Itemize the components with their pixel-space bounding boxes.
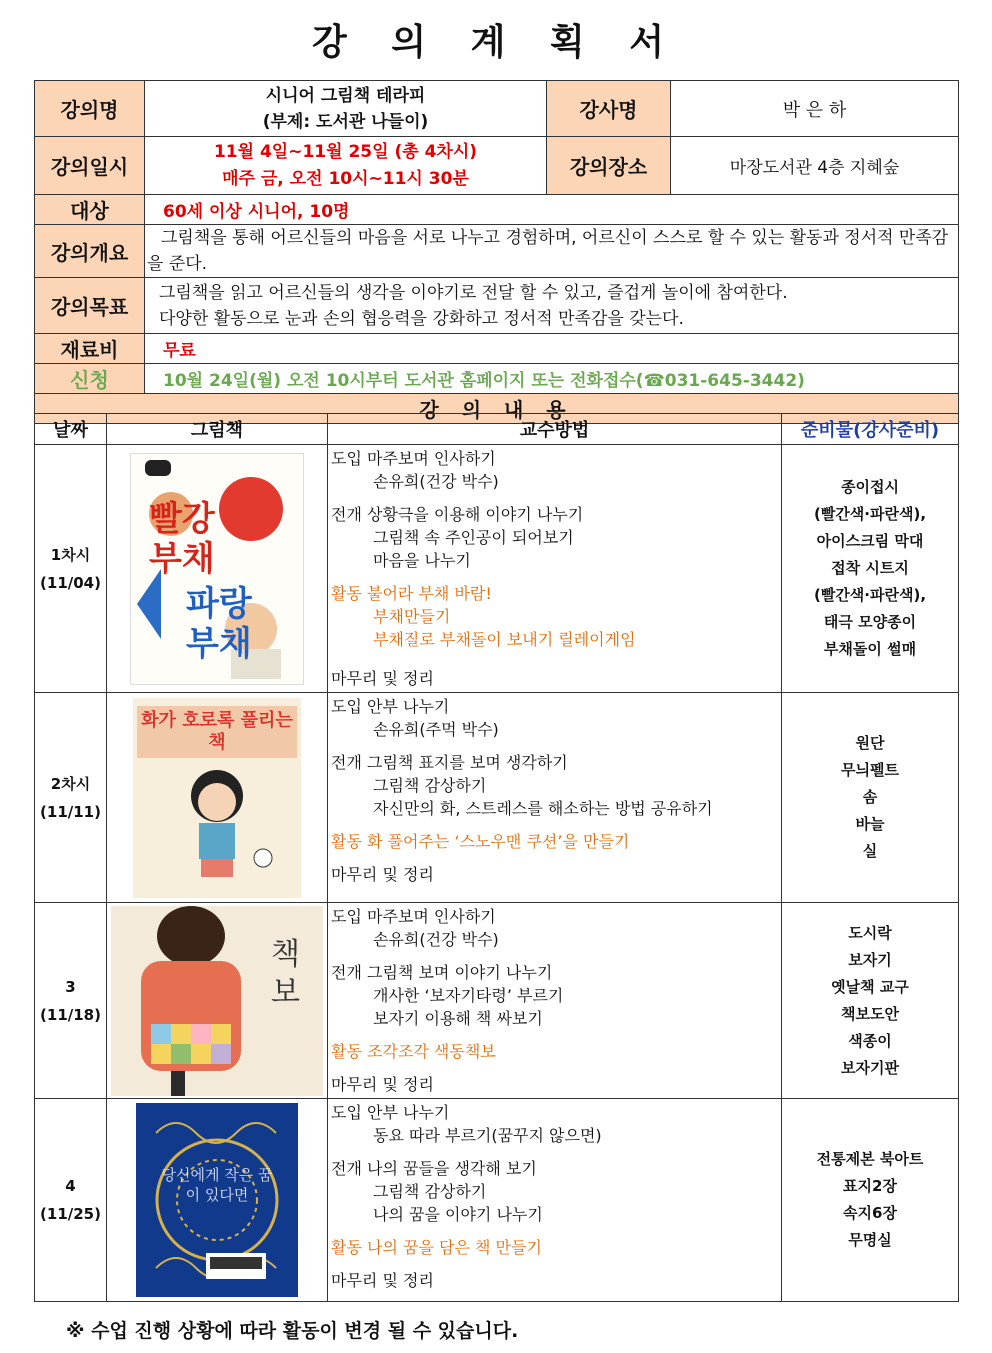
- col-header-date: 날짜: [35, 414, 107, 445]
- material-item: 무명실: [848, 1231, 892, 1249]
- material-item: 원단: [855, 734, 885, 752]
- book-title-red: 빨강 부채: [149, 498, 215, 579]
- book-cover-4: [136, 1103, 298, 1297]
- material-item: 태극 모양종이: [823, 613, 917, 631]
- target-value: 60세 이상 시니어, 10명: [145, 195, 959, 225]
- content-table: [34, 413, 959, 1302]
- materials-cell: [782, 903, 959, 1099]
- session-number: 3: [65, 977, 76, 996]
- intro-detail: 손유희(건강 박수): [373, 472, 499, 491]
- session-date: [35, 903, 107, 1099]
- intro-detail: 손유희(주먹 박수): [373, 720, 499, 739]
- overview-text: 그림책을 통해 어르신들의 마음을 서로 나누고 경험하며, 어르신이 스스로 할 수 있는 활동과 정서적 만족감을 준다.: [145, 225, 959, 278]
- session-day: (11/11): [40, 802, 101, 821]
- session-date: [35, 693, 107, 903]
- material-item: 아이스크림 막대: [816, 532, 924, 550]
- activity-line: 활동 화 풀어주는 ‘스노우맨 쿠션’을 만들기: [331, 832, 630, 851]
- closing-line: 마무리 및 정리: [331, 1075, 434, 1094]
- method-cell: [328, 903, 782, 1099]
- book-title: 당신에게 작은 꿈이 있다면: [161, 1166, 273, 1204]
- material-item: 전통제본 북아트: [816, 1150, 924, 1168]
- intro-detail: 동요 따라 부르기(꿈꾸지 않으면): [373, 1126, 602, 1145]
- instructor-label: 강사명: [547, 81, 671, 137]
- material-item: 무늬펠트: [841, 761, 899, 779]
- material-item: 보자기: [848, 950, 892, 969]
- material-item: 부채돌이 썰매: [823, 640, 917, 658]
- book-cover-1: [130, 453, 304, 685]
- material-item: (빨간색·파란색),: [813, 505, 927, 523]
- development-line: 전개 그림책 보며 이야기 나누기: [331, 963, 553, 982]
- materials-cell: [782, 445, 959, 693]
- activity-line: 활동 불어라 부채 바람!: [331, 584, 492, 603]
- method-cell: [328, 1099, 782, 1302]
- apply-label: 신청: [35, 364, 145, 394]
- development-detail: 그림책 감상하기: [373, 776, 487, 795]
- footnote: ※ 수업 진행 상황에 따라 활동이 변경 될 수 있습니다.: [66, 1320, 519, 1342]
- development-line: 전개 나의 꿈들을 생각해 보기: [331, 1159, 537, 1178]
- material-item: 바늘: [855, 815, 885, 833]
- book-cover-2: [133, 698, 301, 898]
- session-date: [35, 1099, 107, 1302]
- fee-label: 재료비: [35, 334, 145, 364]
- session-day: (11/25): [40, 1205, 101, 1223]
- book-cell: [107, 1099, 328, 1302]
- development-line: 전개 그림책 표지를 보며 생각하기: [331, 753, 568, 772]
- material-item: (빨간색·파란색),: [813, 586, 927, 604]
- method-cell: [328, 445, 782, 693]
- material-item: 접착 시트지: [831, 559, 909, 577]
- book-title-blue: 파랑 부채: [186, 583, 252, 664]
- method-cell: [328, 693, 782, 903]
- development-detail: 보자기 이용해 책 싸보기: [373, 1009, 543, 1028]
- book-title: 책보: [271, 936, 300, 1010]
- session-number: 4: [65, 1177, 76, 1195]
- material-item: 속지6장: [843, 1204, 897, 1222]
- session-number: 1차시: [50, 545, 91, 564]
- goal-label: 강의목표: [35, 278, 145, 334]
- development-line: 전개 상황극을 이용해 이야기 나누기: [331, 505, 584, 524]
- development-detail: 그림책 감상하기: [373, 1182, 487, 1201]
- content-section-title: 강 의 내 용: [35, 394, 959, 424]
- book-cover-3: [111, 906, 323, 1096]
- info-table: [34, 80, 959, 424]
- intro-line: 도입 안부 나누기: [331, 697, 450, 716]
- closing-line: 마무리 및 정리: [331, 1271, 434, 1290]
- material-item: 종이접시: [841, 478, 899, 496]
- col-header-materials: 준비물(강사준비): [782, 414, 959, 445]
- closing-line: 마무리 및 정리: [331, 669, 434, 688]
- instructor-name: 박 은 하: [671, 81, 959, 137]
- development-detail: 개사한 ‘보자기타령’ 부르기: [373, 986, 564, 1005]
- goal-line-2: 다양한 활동으로 눈과 손의 협응력을 강화하고 정서적 만족감을 갖는다.: [159, 308, 684, 329]
- page-title: 강 의 계 획 서: [311, 22, 680, 63]
- intro-line: 도입 마주보며 인사하기: [331, 907, 496, 926]
- development-detail: 그림책 속 주인공이 되어보기: [373, 528, 574, 547]
- development-detail: 나의 꿈을 이야기 나누기: [373, 1205, 543, 1224]
- course-name-cell: [145, 81, 547, 137]
- session-row: [35, 1099, 959, 1302]
- session-row: [35, 445, 959, 693]
- development-detail: 자신만의 화, 스트레스를 해소하는 방법 공유하기: [373, 799, 713, 818]
- apply-value: 10월 24일(월) 오전 10시부터 도서관 홈페이지 또는 전화접수(☎031-645-3442): [145, 364, 959, 394]
- material-item: 색종이: [848, 1031, 892, 1050]
- activity-line: 활동 나의 꿈을 담은 책 만들기: [331, 1238, 542, 1257]
- session-day: (11/04): [40, 573, 101, 592]
- datetime-label: 강의일시: [35, 137, 145, 195]
- goal-line-1: 그림책을 읽고 어르신들의 생각을 이야기로 전달 할 수 있고, 즐겁게 놀이에 참여한다.: [159, 282, 788, 303]
- course-label: 강의명: [35, 81, 145, 137]
- overview-label: 강의개요: [35, 225, 145, 278]
- material-item: 옛날책 교구: [831, 977, 909, 996]
- col-header-method: 교수방법: [328, 414, 782, 445]
- datetime-range: 11월 4일~11월 25일 (총 4차시): [213, 141, 478, 162]
- course-subtitle: (부제: 도서관 나들이): [262, 111, 429, 132]
- goal-cell: [145, 278, 959, 334]
- activity-detail: 부채질로 부채돌이 보내기 릴레이게임: [373, 630, 636, 649]
- material-item: 도시락: [848, 923, 892, 942]
- closing-line: 마무리 및 정리: [331, 865, 434, 884]
- book-cell: [107, 693, 328, 903]
- session-number: 2차시: [50, 774, 91, 793]
- material-item: 솜: [862, 788, 878, 806]
- session-row: [35, 693, 959, 903]
- intro-line: 도입 마주보며 인사하기: [331, 449, 496, 468]
- place-value: 마장도서관 4층 지혜숲: [671, 137, 959, 195]
- place-label: 강의장소: [547, 137, 671, 195]
- session-row: [35, 903, 959, 1099]
- session-day: (11/18): [40, 1005, 101, 1024]
- col-header-book: 그림책: [107, 414, 328, 445]
- book-cell: [107, 445, 328, 693]
- materials-cell: [782, 1099, 959, 1302]
- materials-cell: [782, 693, 959, 903]
- development-detail: 마음을 나누기: [373, 551, 471, 570]
- course-name: 시니어 그림책 테라피: [265, 85, 426, 106]
- fee-value: 무료: [145, 334, 959, 364]
- datetime-cell: [145, 137, 547, 195]
- material-item: 실: [862, 842, 878, 860]
- material-item: 표지2장: [843, 1177, 897, 1195]
- material-item: 보자기판: [841, 1058, 899, 1077]
- book-cell: [107, 903, 328, 1099]
- intro-line: 도입 안부 나누기: [331, 1103, 450, 1122]
- target-label: 대상: [35, 195, 145, 225]
- material-item: 책보도안: [841, 1004, 899, 1023]
- book-title: 화가 호로록 풀리는 책: [141, 709, 293, 753]
- session-date: [35, 445, 107, 693]
- activity-detail: 부채만들기: [373, 607, 451, 626]
- intro-detail: 손유희(건강 박수): [373, 930, 499, 949]
- datetime-time: 매주 금, 오전 10시~11시 30분: [222, 168, 469, 189]
- activity-line: 활동 조각조각 색동책보: [331, 1042, 496, 1061]
